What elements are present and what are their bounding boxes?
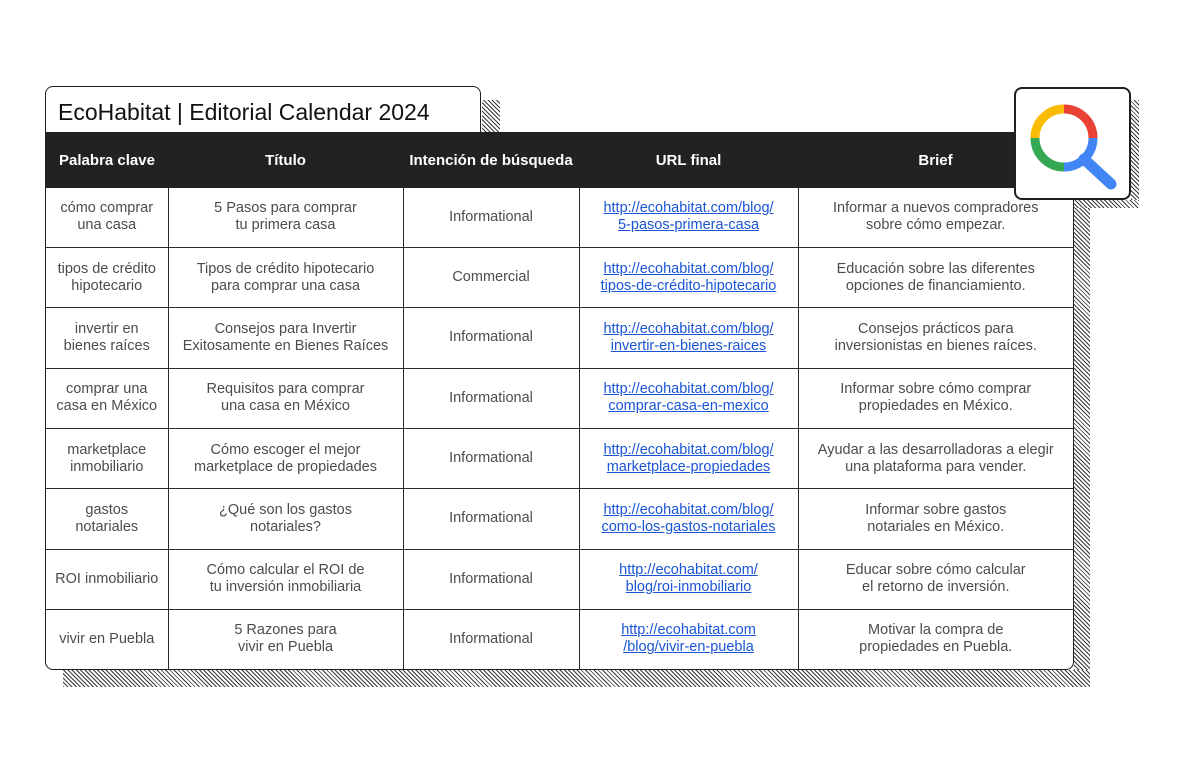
table-header-row [46, 133, 1073, 188]
table-shadow-right [1074, 205, 1090, 687]
keyword-cell: vivir en Puebla [46, 609, 168, 669]
table-row [46, 368, 1073, 428]
search-badge [1014, 87, 1131, 200]
title-cell: Consejos para Invertir Exitosamente en Bienes Raíces [168, 308, 403, 368]
url-cell [579, 549, 798, 609]
column-header-brief: Brief [918, 152, 953, 169]
url-cell [579, 188, 798, 247]
title-cell: Requisitos para comprar una casa en México [168, 368, 403, 428]
url-link[interactable]: http://ecohabitat.com/ blog/roi-inmobiliario [619, 562, 758, 596]
url-link[interactable]: http://ecohabitat.com/blog/ comprar-casa-en-mexico [603, 381, 774, 415]
brief-cell: Educar sobre cómo calcular el retorno de inversión. [798, 549, 1073, 609]
intent-cell: Informational [403, 308, 579, 368]
url-link[interactable]: http://ecohabitat.com/blog/ como-los-gastos-notariales [601, 501, 776, 535]
column-header-title: Título [265, 152, 306, 169]
url-link[interactable]: http://ecohabitat.com/blog/ marketplace-propiedades [603, 441, 774, 475]
table-row [46, 549, 1073, 609]
intent-cell: Informational [403, 489, 579, 549]
title-cell: Cómo escoger el mejor marketplace de propiedades [168, 428, 403, 488]
url-cell [579, 247, 798, 307]
search-icon-green-arc [1035, 138, 1064, 167]
editorial-calendar-table [45, 132, 1074, 670]
table-row [46, 428, 1073, 488]
url-link[interactable]: http://ecohabitat.com/blog/ invertir-en-bienes-raices [603, 320, 774, 354]
keyword-cell: cómo comprar una casa [46, 188, 168, 247]
search-badge-shadow [1131, 100, 1139, 208]
title-cell: Cómo calcular el ROI de tu inversión inmobiliaria [168, 549, 403, 609]
brief-cell: Motivar la compra de propiedades en Puebla. [798, 609, 1073, 669]
keyword-cell: tipos de crédito hipotecario [46, 247, 168, 307]
keyword-cell: ROI inmobiliario [46, 549, 168, 609]
brief-cell: Informar sobre cómo comprar propiedades en México. [798, 368, 1073, 428]
search-icon-yellow-arc [1035, 109, 1064, 138]
keyword-cell: gastos notariales [46, 489, 168, 549]
title-cell: ¿Qué son los gastos notariales? [168, 489, 403, 549]
url-cell [579, 368, 798, 428]
table-row [46, 247, 1073, 307]
title-cell: 5 Pasos para comprar tu primera casa [168, 188, 403, 247]
brief-cell: Consejos prácticos para inversionistas en bienes raíces. [798, 308, 1073, 368]
url-link[interactable]: http://ecohabitat.com/blog/ tipos-de-crédito-hipotecario [600, 260, 777, 294]
brief-cell: Ayudar a las desarrolladoras a elegir una plataforma para vender. [798, 428, 1073, 488]
table-row [46, 489, 1073, 549]
column-header-keyword: Palabra clave [59, 152, 155, 169]
url-cell [579, 428, 798, 488]
brief-cell: Informar sobre gastos notariales en México. [798, 489, 1073, 549]
brief-cell: Educación sobre las diferentes opciones de financiamiento. [798, 247, 1073, 307]
url-cell [579, 609, 798, 669]
brief-cell: Informar a nuevos compradores sobre cómo empezar. [798, 188, 1073, 247]
table-row [46, 188, 1073, 247]
url-cell [579, 489, 798, 549]
url-cell [579, 308, 798, 368]
keyword-cell: invertir en bienes raíces [46, 308, 168, 368]
intent-cell: Informational [403, 428, 579, 488]
page-title: EcoHabitat | Editorial Calendar 2024 [45, 86, 481, 136]
table-shadow-bottom [63, 670, 1090, 687]
intent-cell: Informational [403, 549, 579, 609]
table-row [46, 609, 1073, 669]
title-cell: 5 Razones para vivir en Puebla [168, 609, 403, 669]
column-header-intent: Intención de búsqueda [409, 152, 573, 169]
search-icon-handle [1084, 159, 1111, 184]
search-icon [1016, 89, 1129, 198]
table-row [46, 308, 1073, 368]
intent-cell: Informational [403, 188, 579, 247]
keyword-cell: marketplace inmobiliario [46, 428, 168, 488]
url-link[interactable]: http://ecohabitat.com /blog/vivir-en-puebla [621, 622, 756, 656]
title-tab-shadow [482, 100, 500, 133]
title-cell: Tipos de crédito hipotecario para comprar una casa [168, 247, 403, 307]
column-header-url: URL final [655, 152, 722, 169]
intent-cell: Informational [403, 368, 579, 428]
url-link[interactable]: http://ecohabitat.com/blog/ 5-pasos-primera-casa [603, 200, 774, 234]
intent-cell: Commercial [403, 247, 579, 307]
keyword-cell: comprar una casa en México [46, 368, 168, 428]
intent-cell: Informational [403, 609, 579, 669]
search-icon-red-arc [1064, 109, 1093, 138]
